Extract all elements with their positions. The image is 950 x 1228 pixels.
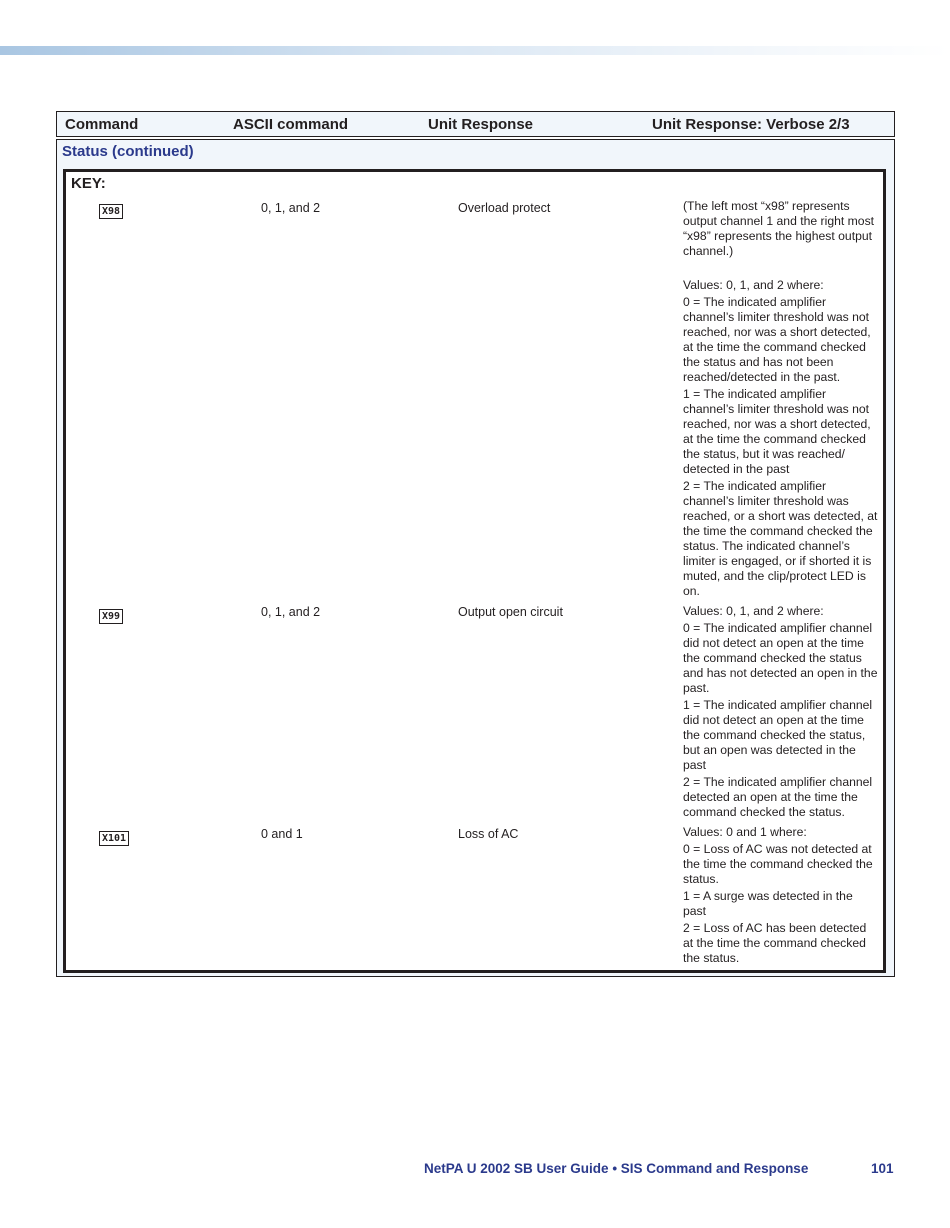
description-line: 0 = Loss of AC was not detected at the time the command checked the status. — [683, 842, 873, 886]
description-line: 1 = The indicated amplifier channel’s limiter threshold was not reached, nor was a short detected, at the time the command checked the status, but it was reached/ detected in the past — [683, 387, 871, 476]
section-title: Status (continued) — [62, 143, 194, 160]
ascii-x99: 0, 1, and 2 — [261, 605, 321, 619]
column-header-ascii: ASCII command — [233, 116, 349, 133]
ascii-x101: 0 and 1 — [261, 827, 303, 841]
description-line: 0 = The indicated amplifier channel’s limiter threshold was not reached, nor was a short detected, at the time the command checked the status and has not been reached/detected in the past. — [683, 295, 871, 384]
description-line: Values: 0, 1, and 2 where: — [683, 278, 824, 292]
table-header-row — [56, 111, 895, 137]
description-line: 2 = Loss of AC has been detected at the time the command checked the status. — [683, 921, 867, 965]
variable-x99: X99 — [99, 609, 123, 624]
description-line: 0 = The indicated amplifier channel did not detect an open at the time the command checked the status and has not detected an open in the past. — [683, 621, 878, 695]
key-label: KEY: — [71, 175, 106, 192]
description-line: 1 = The indicated amplifier channel did not detect an open at the time the command checked the status, but an open was detected in the past — [683, 698, 873, 772]
variable-x101: X101 — [99, 831, 129, 846]
page-number: 101 — [871, 1161, 894, 1176]
variable-x98: X98 — [99, 204, 123, 219]
description-x101 — [683, 825, 878, 968]
description-line: 1 = A surge was detected in the past — [683, 889, 853, 918]
column-header-command: Command — [65, 116, 139, 133]
response-x99: Output open circuit — [458, 605, 563, 619]
description-line: Values: 0 and 1 where: — [683, 825, 807, 839]
response-x101: Loss of AC — [458, 827, 519, 841]
column-header-verbose: Unit Response: Verbose 2/3 — [652, 116, 850, 133]
description-line: 2 = The indicated amplifier channel’s limiter threshold was reached, or a short was detected, at the time the command checked the status. The indicated channel’s limiter is engaged, or if shorted it is muted, and the clip/protect LED is on. — [683, 479, 878, 598]
response-x98: Overload protect — [458, 201, 551, 215]
header-color-band — [0, 46, 950, 55]
description-line: 2 = The indicated amplifier channel detected an open at the time the command checked the status. — [683, 775, 873, 819]
description-x98 — [683, 199, 878, 601]
column-header-response: Unit Response — [428, 116, 534, 133]
footer-title: NetPA U 2002 SB User Guide • SIS Command and Response — [424, 1161, 809, 1176]
description-x99 — [683, 604, 878, 822]
ascii-x98: 0, 1, and 2 — [261, 201, 321, 215]
description-line: Values: 0, 1, and 2 where: — [683, 604, 824, 618]
description-line: (The left most “x98” represents output channel 1 and the right most “x98” represents the highest output channel.) — [683, 199, 875, 258]
